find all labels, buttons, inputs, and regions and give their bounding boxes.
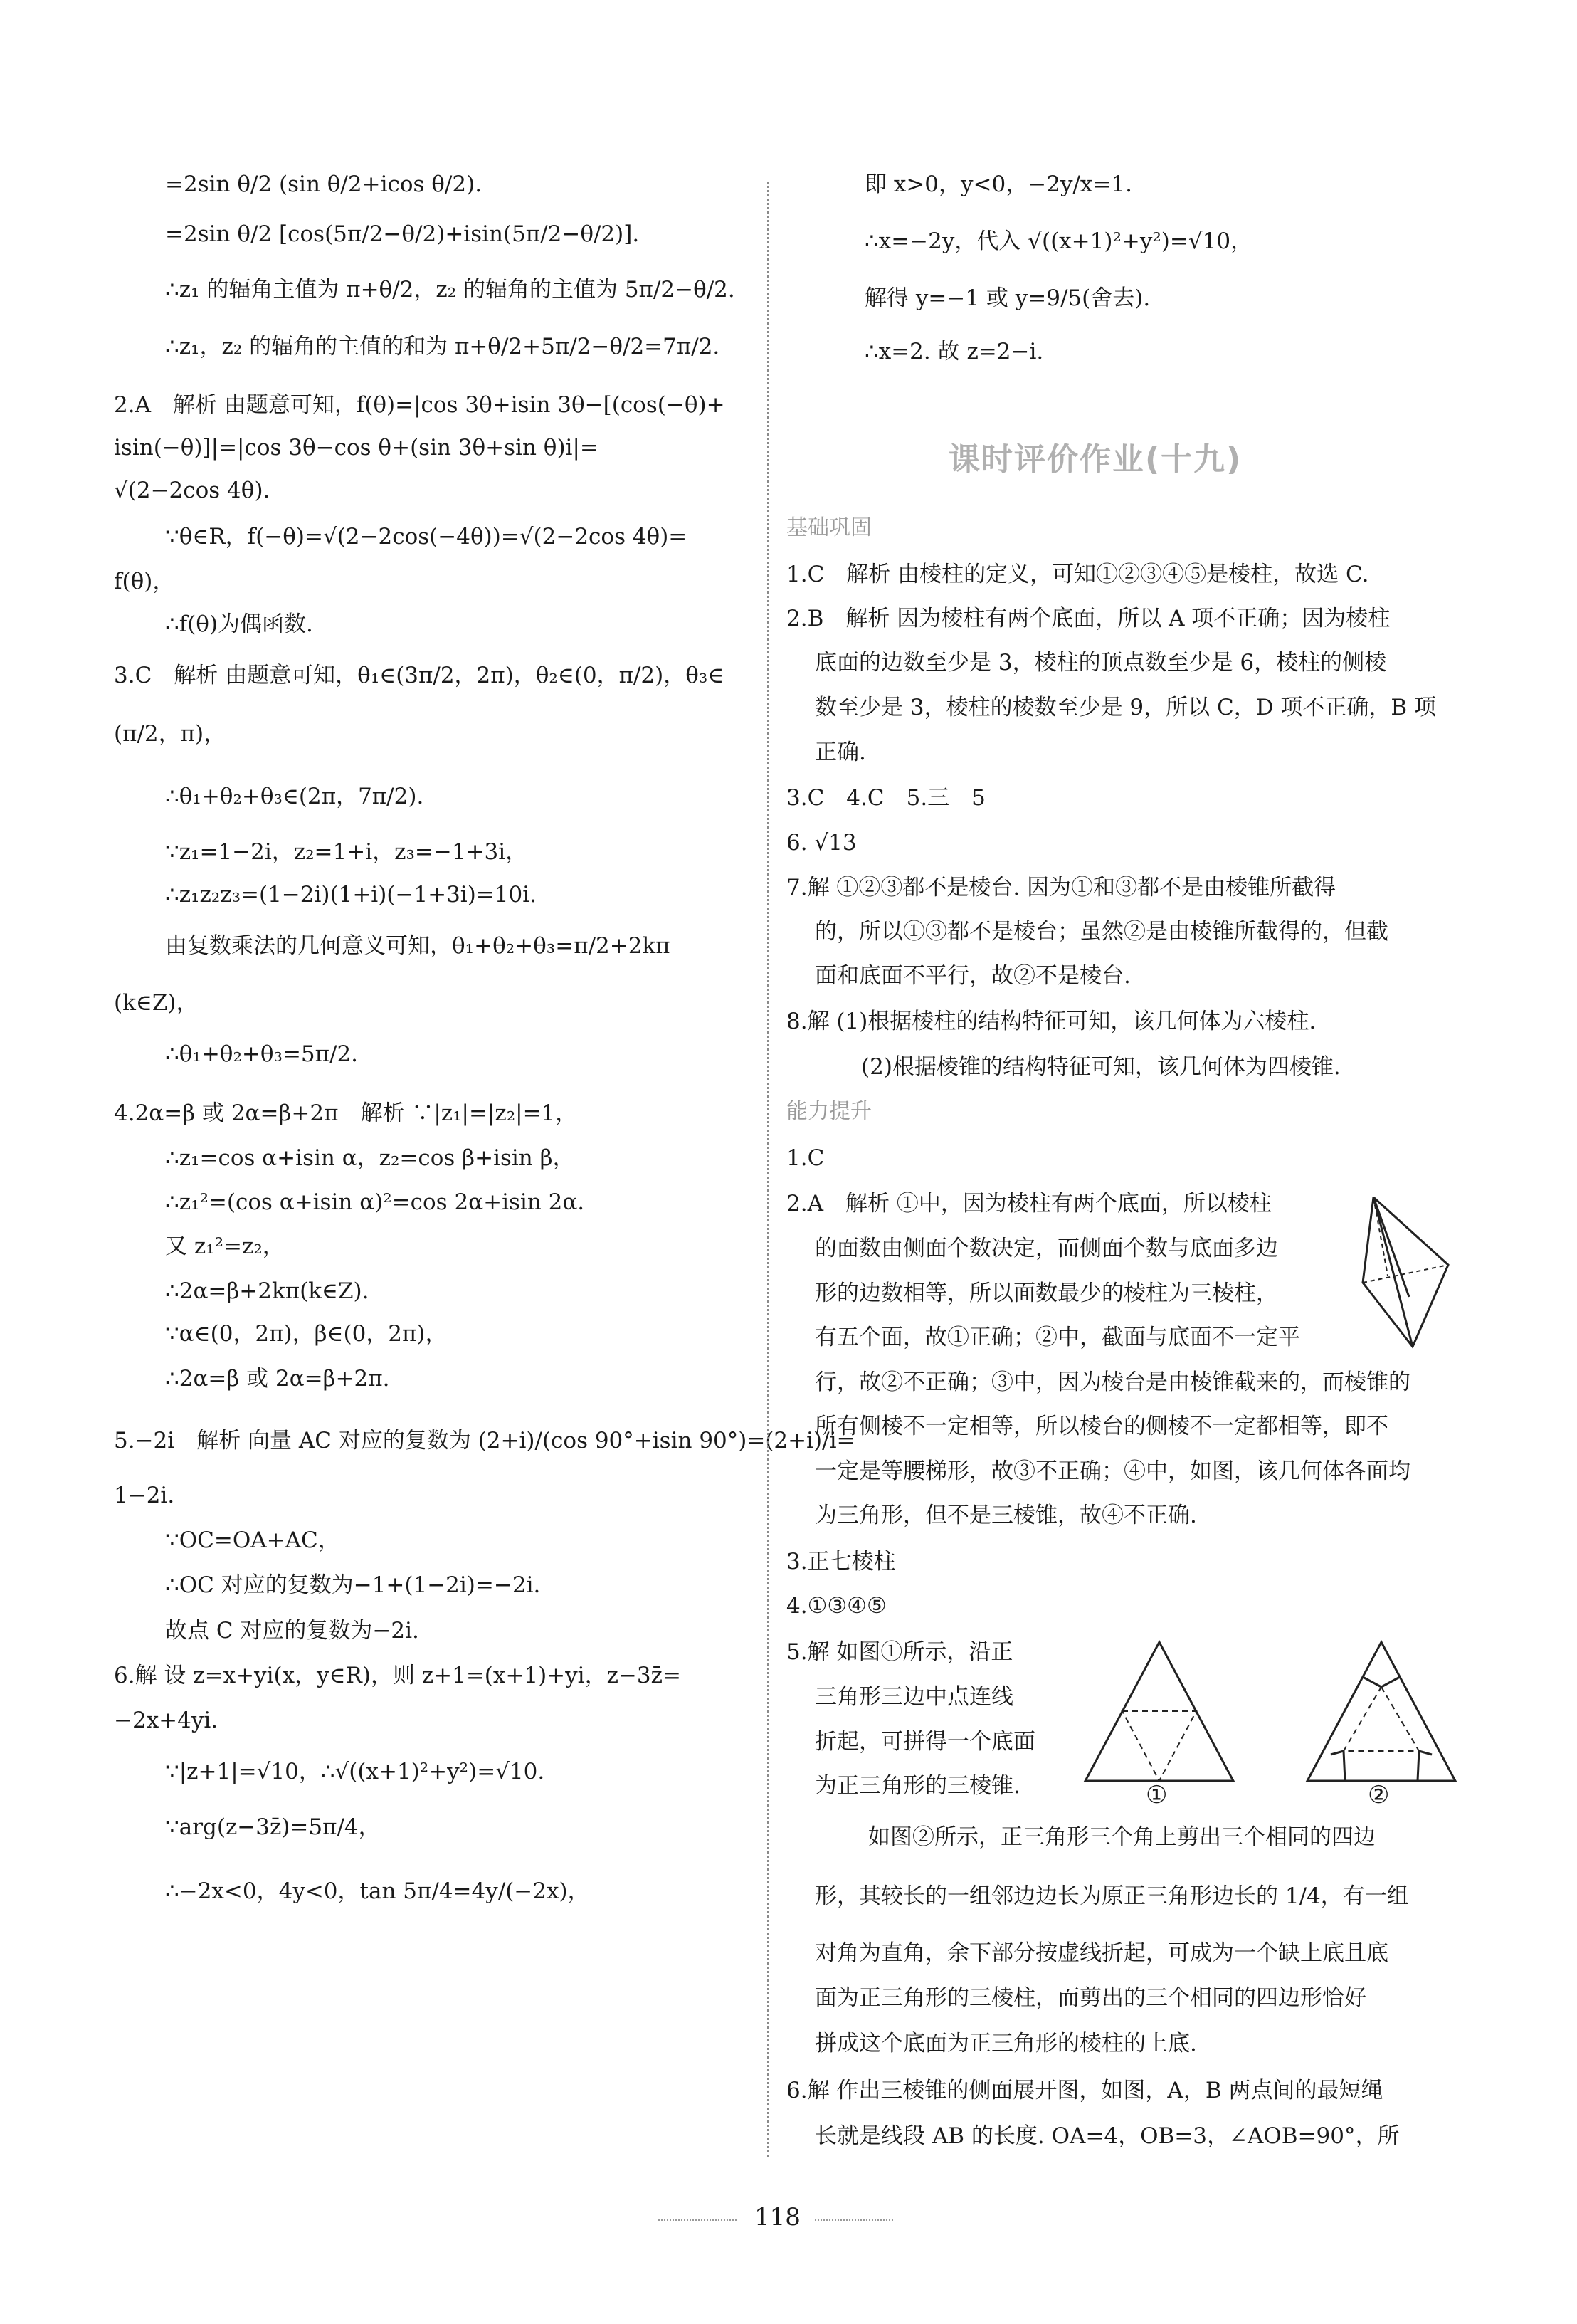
text-line: ∵α∈(0，2π)，β∈(0，2π)， <box>165 1321 448 1347</box>
subsection-basic: 基础巩固 <box>786 515 872 540</box>
text-line: 面和底面不平行，故②不是棱台. <box>815 963 1131 989</box>
text-line: 的面数由侧面个数决定，而侧面个数与底面多边 <box>815 1236 1278 1261</box>
text-line: 又 z₁²=z₂， <box>165 1234 285 1259</box>
text-line: ∴z₁=cos α+isin α，z₂=cos β+isin β， <box>165 1145 575 1171</box>
text-line: ∵|z+1|=√10，∴√((x+1)²+y²)=√10. <box>165 1759 545 1784</box>
text-line: 对角为直角，余下部分按虚线折起，可成为一个缺上底且底 <box>815 1940 1388 1966</box>
text-line: √(2−2cos 4θ). <box>114 478 270 503</box>
text-line: 4.2α=β 或 2α=β+2π 解析 ∵|z₁|=|z₂|=1， <box>114 1100 578 1126</box>
text-line: 长就是线段 AB 的长度. OA=4，OB=3，∠AOB=90°，所 <box>815 2123 1400 2149</box>
text-line: 1.C 解析 由棱柱的定义，可知①②③④⑤是棱柱，故选 C. <box>786 562 1369 587</box>
text-line: (π/2，π)， <box>114 721 226 747</box>
text-line: =2sin θ/2 [cos(5π/2−θ/2)+isin(5π/2−θ/2)]. <box>165 221 640 247</box>
subsection-ability: 能力提升 <box>786 1099 872 1124</box>
text-line: 三角形三边中点连线 <box>815 1684 1013 1710</box>
text-line: 正确. <box>815 740 866 765</box>
text-line: 7.解 ①②③都不是棱台. 因为①和③都不是由棱锥所截得 <box>786 875 1336 900</box>
text-line: ∵θ∈R，f(−θ)=√(2−2cos(−4θ))=√(2−2cos 4θ)= <box>165 524 687 550</box>
text-line: 2.A 解析 ①中，因为棱柱有两个底面，所以棱柱 <box>786 1191 1272 1216</box>
text-line: 有五个面，故①正确；②中，截面与底面不一定平 <box>815 1325 1300 1350</box>
text-line: ∵z₁=1−2i，z₂=1+i，z₃=−1+3i， <box>165 839 528 865</box>
text-line: 面为正三角形的三棱柱，而剪出的三个相同的四边形恰好 <box>815 1985 1366 2011</box>
text-line: 故点 C 对应的复数为−2i. <box>165 1618 419 1644</box>
text-line: ∴−2x<0，4y<0，tan 5π/4=4y/(−2x)， <box>165 1878 590 1904</box>
text-line: 解得 y=−1 或 y=9/5(舍去). <box>865 285 1151 311</box>
text-line: 3.正七棱柱 <box>786 1549 896 1574</box>
text-line: ∴z₁²=(cos α+isin α)²=cos 2α+isin 2α. <box>165 1189 585 1215</box>
text-line: f(θ)， <box>114 569 175 594</box>
text-line: 5.−2i 解析 向量 AC 对应的复数为 (2+i)/(cos 90°+isin 90°)=(2+i)/i= <box>114 1428 855 1453</box>
text-line: 折起，可拼得一个底面 <box>815 1729 1035 1755</box>
text-line: (2)根据棱锥的结构特征可知，该几何体为四棱锥. <box>861 1054 1341 1080</box>
text-line: isin(−θ)]|=|cos 3θ−cos θ+(sin 3θ+sin θ)i|= <box>114 435 598 461</box>
text-line: 1−2i. <box>114 1483 175 1508</box>
text-line: ∴θ₁+θ₂+θ₃=5π/2. <box>165 1041 359 1067</box>
text-line: 如图②所示，正三角形三个角上剪出三个相同的四边 <box>868 1824 1376 1850</box>
text-line: 2.A 解析 由题意可知，f(θ)=|cos 3θ+isin 3θ−[(cos(−θ)+ <box>114 392 725 418</box>
text-line: 形，其较长的一组邻边边长为原正三角形边长的 1/4，有一组 <box>815 1883 1409 1909</box>
text-line: ∴z₁ 的辐角主值为 π+θ/2，z₂ 的辐角的主值为 5π/2−θ/2. <box>165 277 735 303</box>
text-line: 由复数乘法的几何意义可知，θ₁+θ₂+θ₃=π/2+2kπ <box>165 933 670 959</box>
text-line: ∴2α=β+2kπ(k∈Z). <box>165 1278 369 1304</box>
text-line: 所有侧棱不一定相等，所以棱台的侧棱不一定都相等，即不 <box>815 1414 1388 1439</box>
text-line: 4.①③④⑤ <box>786 1593 887 1619</box>
text-line: 底面的边数至少是 3，棱柱的顶点数至少是 6，棱柱的侧棱 <box>815 650 1387 675</box>
text-line: 拼成这个底面为正三角形的棱柱的上底. <box>815 2031 1197 2056</box>
text-line: 2.B 解析 因为棱柱有两个底面，所以 A 项不正确；因为棱柱 <box>786 606 1391 631</box>
text-line: −2x+4yi. <box>114 1708 218 1733</box>
text-line: 6. √13 <box>786 830 857 856</box>
text-line: 数至少是 3，棱柱的棱数至少是 9，所以 C，D 项不正确，B 项 <box>815 695 1437 720</box>
section-title: 课时评价作业(十九) <box>949 441 1243 478</box>
text-line: 5.解 如图①所示，沿正 <box>786 1639 1013 1665</box>
text-line: ∴θ₁+θ₂+θ₃∈(2π，7π/2). <box>165 784 424 809</box>
text-line: 形的边数相等，所以面数最少的棱柱为三棱柱， <box>815 1281 1278 1306</box>
text-line: ∵OC=OA+AC， <box>165 1528 340 1553</box>
text-line: 1.C <box>786 1145 825 1171</box>
text-line: 为正三角形的三棱锥. <box>815 1773 1020 1799</box>
text-line: ∴OC 对应的复数为−1+(1−2i)=−2i. <box>165 1572 541 1598</box>
text-line: 8.解 (1)根据棱柱的结构特征可知，该几何体为六棱柱. <box>786 1009 1317 1034</box>
text-line: ∵arg(z−3z̄)=5π/4， <box>165 1814 381 1840</box>
text-line: =2sin θ/2 (sin θ/2+icos θ/2). <box>165 172 482 197</box>
text-line: 一定是等腰梯形，故③不正确；④中，如图，该几何体各面均 <box>815 1458 1410 1484</box>
text-line: 行，故②不正确；③中，因为棱台是由棱锥截来的，而棱锥的 <box>815 1369 1410 1395</box>
text-line: 的，所以①③都不是棱台；虽然②是由棱锥所截得的，但截 <box>815 919 1388 945</box>
figure-label-1: ① <box>1146 1781 1168 1809</box>
column-divider <box>767 182 769 2157</box>
text-line: ∴2α=β 或 2α=β+2π. <box>165 1366 390 1392</box>
text-line: (k∈Z)， <box>114 990 199 1016</box>
page-number: 118 <box>754 2203 801 2231</box>
text-line: 6.解 作出三棱锥的侧面展开图，如图，A，B 两点间的最短绳 <box>786 2078 1383 2103</box>
text-line: ∴z₁z₂z₃=(1−2i)(1+i)(−1+3i)=10i. <box>165 882 537 908</box>
text-line: ∴x=2. 故 z=2−i. <box>865 339 1044 364</box>
text-line: 6.解 设 z=x+yi(x，y∈R)，则 z+1=(x+1)+yi，z−3z̄= <box>114 1663 681 1688</box>
text-line: ∴x=−2y，代入 √((x+1)²+y²)=√10， <box>865 228 1253 254</box>
text-line: 为三角形，但不是三棱锥，故④不正确. <box>815 1503 1197 1528</box>
page-number-rule-right <box>815 2219 893 2221</box>
text-line: ∴f(θ)为偶函数. <box>165 611 313 637</box>
text-line: 即 x>0，y<0，−2y/x=1. <box>865 172 1132 197</box>
text-line: 3.C 4.C 5.三 5 <box>786 785 986 811</box>
page-number-rule-left <box>658 2219 737 2221</box>
polyhedron-figure <box>1359 1190 1459 1350</box>
figure-label-2: ② <box>1368 1781 1390 1809</box>
text-line: ∴z₁，z₂ 的辐角的主值的和为 π+θ/2+5π/2−θ/2=7π/2. <box>165 334 720 359</box>
text-line: 3.C 解析 由题意可知，θ₁∈(3π/2，2π)，θ₂∈(0，π/2)，θ₃∈ <box>114 663 724 688</box>
